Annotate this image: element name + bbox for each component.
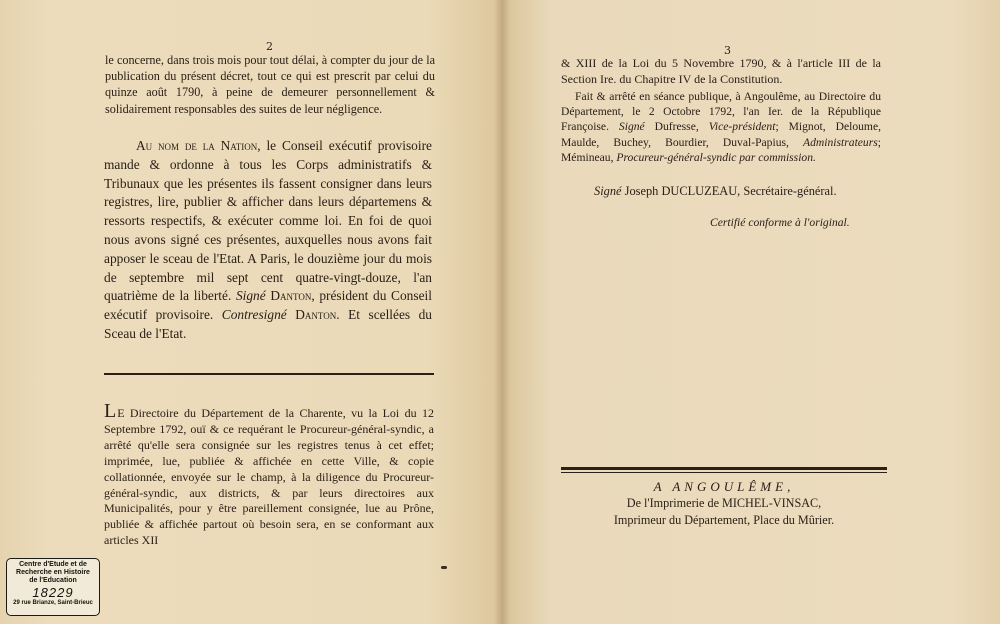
contresigne-label: Contresigné (221, 307, 287, 323)
decree-text-b: , président du Conseil exécutif provisoire. (104, 288, 432, 323)
stamp-number: 18229 (32, 585, 74, 600)
library-stamp (6, 558, 100, 616)
danton-countersignature: Danton. (286, 307, 340, 323)
stamp-line-2: Recherche en Histoire (16, 569, 90, 576)
decree-text-a: le Conseil exécutif provisoire mande & ordonne à tous les Corps administratifs & Tribunaux que les présentes ils fassent consigner dans leurs registres, lire, publier & afficher dans leurs départemens & ressorts respectifs, & exécuter comme loi. En foi de quoi nous avons signé ces présentes, auxquelles nous avons fait apposer le sceau de l'Etat. A Paris, le douzième jour du mois de septembre mil sept cent quatre-vingt-douze, l'an quatrième de la liberté. (104, 138, 432, 304)
page-number-left: 2 (266, 40, 273, 53)
printer-mark (441, 566, 447, 569)
administrateurs-label: Administrateurs (803, 135, 878, 149)
imprint-city: A ANGOULÊME, (653, 479, 795, 494)
certifie-conforme: Certifié conforme à l'original. (710, 216, 850, 229)
imprint-printer: De l'Imprimerie de MICHEL-VINSAC, (626, 496, 822, 510)
secretary-name: Joseph DUCLUZEAU, Secrétaire-général. (621, 184, 837, 198)
signe-label-2: Signé (618, 120, 645, 134)
left-paragraph-2 (104, 137, 432, 344)
stamp-line-3: de l'Education (29, 577, 77, 584)
book-gutter (494, 0, 510, 624)
left-paragraph-3 (104, 400, 434, 549)
separator-rule-left (104, 373, 434, 375)
decree-text-c: Et scellées du Sceau de l'Etat. (104, 307, 433, 341)
procureur-label: Procureur-général-syndic par commission. (616, 150, 816, 164)
imprint-block (561, 478, 887, 529)
directoire-text: E Directoire du Département de la Charente, vu la Loi du 12 Septembre 1792, ouï & ce requérant le Procureur-général-syndic, a arrêté qu'elle sera consignée sur les registres tenus à cet effet; imprimée, lue, publiée & affichée en cette Ville, & copie collationnée, envoyée sur le champ, à la diligence du Procureur-général-syndic, aux districts, & par leurs directoires aux Municipalités, pour y être pareillement consignée, lue au Prône, publiée & affichée partout où besoin sera, en se conformant aux articles XII (104, 406, 434, 548)
page-number-right: 3 (724, 44, 731, 57)
imprint-address: Imprimeur du Département, Place du Mûrier. (613, 513, 835, 527)
dufresse-name: Dufresse, (644, 120, 709, 134)
signe-label-3: Signé (594, 184, 622, 198)
danton-signature: Danton (265, 288, 312, 304)
separator-rule-right-thin (561, 472, 887, 473)
au-nom-de-la-nation: Au nom de la Nation, (136, 138, 261, 153)
stamp-address: 29 rue Brianze, Saint-Brieuc (13, 600, 93, 606)
fait-arrete-text: Fait & arrêté en séance publique, à Angoulême, au Directoire du Département, le 2 Octobre 1792, l'an Ier. de la République Françoise. (561, 90, 881, 134)
left-paragraph-1: le concerne, dans trois mois pour tout délai, à compter du jour de la publication du présent décret, tout ce qui est prescrit par celui du quinze août 1790, à peine de demeurer personnellement & solidairement responsables des suites de leur négligence. (105, 53, 435, 116)
vice-president-label: Vice-président (708, 120, 776, 134)
memineau-name: ; Mémineau, (561, 135, 881, 164)
right-paragraph-2 (561, 89, 881, 165)
drop-initial: L (104, 400, 117, 422)
secretary-signature (594, 183, 894, 199)
administrator-names: ; Mignot, Deloume, Maulde, Buchey, Bourdier, Duval-Papius, (561, 120, 881, 149)
right-paragraph-1: & XIII de la Loi du 5 Novembre 1790, & à l'article III de la Section Ire. du Chapitre IV de la Constitution. (561, 56, 881, 86)
stamp-line-1: Centre d'Etude et de (19, 561, 87, 568)
signe-label: Signé (235, 288, 266, 304)
separator-rule-right (561, 467, 887, 470)
